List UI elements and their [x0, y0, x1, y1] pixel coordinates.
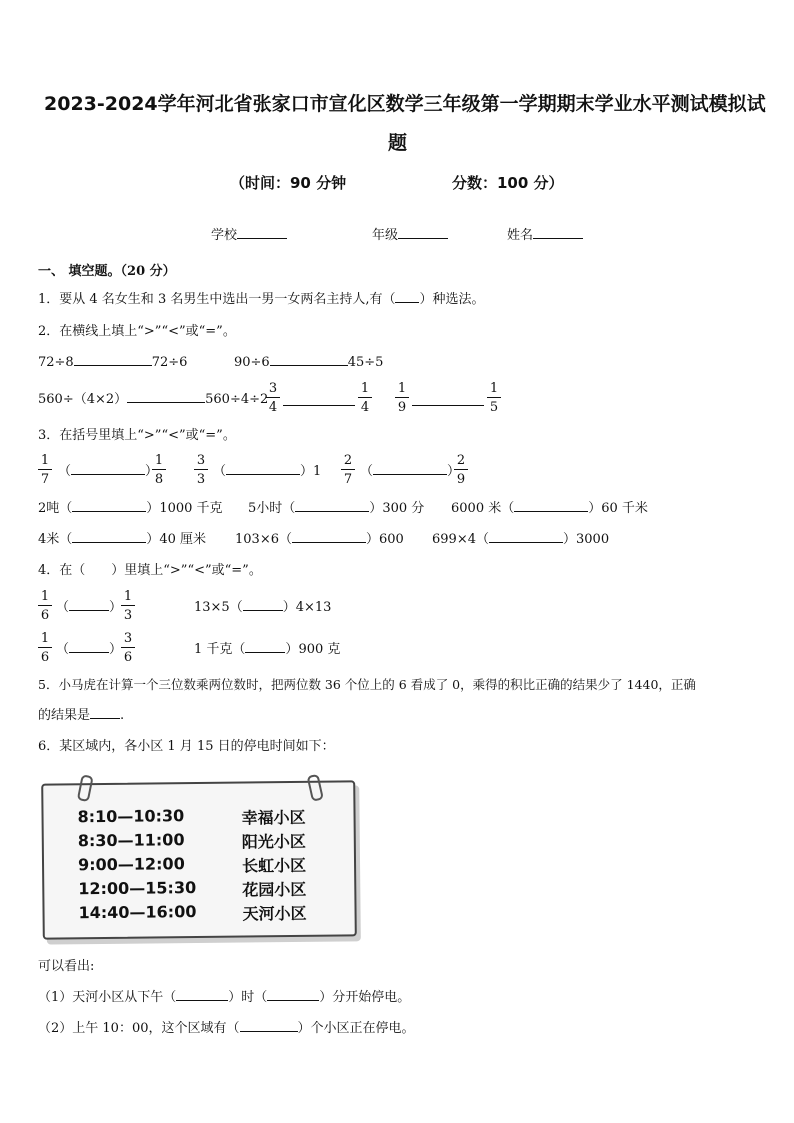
exam-score: 分数：100 分）	[452, 174, 564, 192]
fraction: $\frac{2}{7}$	[341, 453, 355, 487]
fraction: $\frac{2}{9}$	[454, 453, 468, 487]
q4-paren-blank[interactable]: （ ）	[56, 642, 123, 657]
q3-row2: 5小时（ ）300 分	[248, 501, 425, 516]
q2-expr: 90÷6	[234, 355, 270, 370]
q1-text: 1．要从 4 名女生和 3 名男生中选出一男一女两名主持人,有（	[38, 292, 396, 307]
page-title: 2023-2024学年河北省张家口市宣化区数学三年级第一学期期末学业水平测试模拟试	[44, 93, 766, 115]
question-5-cont: 的结果是 .	[38, 708, 125, 723]
fraction: $\frac{3}{4}$	[266, 381, 280, 415]
schedule-area: 幸福小区	[241, 807, 306, 828]
q3-blank[interactable]	[489, 530, 563, 543]
q6-note: 可以看出:	[38, 959, 95, 974]
grade-blank[interactable]	[398, 226, 448, 239]
question-2-stem: 2．在横线上填上“>”“<”或“=”。	[38, 324, 236, 339]
name-field	[507, 224, 583, 243]
school-field	[211, 224, 287, 243]
outage-notice-board	[41, 780, 357, 939]
q6-sub-1: （1）天河小区从下午（ ）时（ ）分开始停电。	[38, 990, 411, 1005]
schedule-area: 长虹小区	[241, 855, 307, 876]
question-4-stem: 4．在（ ）里填上“>”“<”或“=”。	[38, 563, 262, 578]
q2-expr: 72÷6	[151, 355, 188, 370]
q3-blank[interactable]	[72, 530, 146, 543]
fraction: $\frac{1}{7}$	[38, 453, 52, 487]
school-label: 学校	[211, 228, 238, 243]
question-3-stem: 3．在括号里填上“>”“<”或“=”。	[38, 428, 236, 443]
q2-row2-left	[38, 390, 268, 409]
q6-blank[interactable]	[176, 988, 228, 1001]
q3-row2: 2吨（ ）1000 千克	[38, 501, 223, 516]
page-title-continued: 题	[388, 132, 408, 154]
q3-row2: 6000 米（ ）60 千米	[451, 501, 648, 516]
q3-paren-blank[interactable]: （ ）	[360, 464, 461, 479]
schedule-area: 阳光小区	[241, 831, 306, 852]
q2-expr: 560÷4÷2	[205, 392, 269, 407]
q6-blank[interactable]	[240, 1019, 298, 1032]
exam-time: （时间：90 分钟	[230, 174, 347, 192]
q2-expr: 560÷（4×2）	[38, 392, 128, 407]
paperclip-icon	[77, 774, 94, 802]
q3-blank[interactable]	[72, 499, 146, 512]
q4-blank[interactable]	[245, 640, 285, 653]
q2-row1-right	[234, 353, 383, 372]
q3-blank[interactable]	[295, 499, 369, 512]
fraction: $\frac{3}{6}$	[121, 631, 135, 665]
q2-blank[interactable]	[127, 390, 205, 403]
question-1	[38, 290, 485, 309]
school-blank[interactable]	[237, 226, 287, 239]
q5-blank[interactable]	[90, 706, 120, 719]
schedule-area: 花园小区	[242, 879, 307, 900]
q2-blank[interactable]	[283, 405, 355, 406]
schedule-time: 14:40—16:00	[78, 902, 197, 923]
question-5: 5．小马虎在计算一个三位数乘两位数时，把两位数 36 个位上的 6 看成了 0，乘得的积比正确的结果少了 1440，正确	[38, 677, 696, 692]
grade-field	[372, 224, 448, 243]
fraction: $\frac{1}{5}$	[487, 381, 501, 415]
q3-blank[interactable]	[514, 499, 588, 512]
section-heading: 一、 填空题。（20 分）	[38, 264, 176, 279]
fraction: $\frac{1}{9}$	[395, 381, 409, 415]
schedule-time: 8:30—11:00	[77, 830, 185, 851]
q1-blank[interactable]	[395, 290, 419, 303]
fraction: $\frac{1}{6}$	[38, 589, 52, 623]
fraction: $\frac{1}{6}$	[38, 631, 52, 665]
grade-label: 年级	[372, 228, 399, 243]
q6-sub-2: （2）上午 10：00，这个区域有（ ）个小区正在停电。	[38, 1021, 415, 1036]
schedule-time: 8:10—10:30	[77, 806, 185, 827]
q4-paren-blank[interactable]: （ ）	[56, 600, 123, 615]
q3-paren-blank[interactable]: （ ）1	[213, 464, 322, 479]
q3-blank[interactable]	[292, 530, 366, 543]
paperclip-icon	[307, 774, 324, 802]
q2-blank[interactable]	[412, 405, 484, 406]
q2-blank[interactable]	[270, 353, 348, 366]
schedule-time: 9:00—12:00	[77, 854, 185, 875]
name-blank[interactable]	[533, 226, 583, 239]
q3-row3: 103×6（ ）600	[235, 532, 404, 547]
q4-row2b: 1 千克（ ）900 克	[194, 642, 341, 657]
q1-text-end: ）种选法。	[419, 292, 485, 307]
schedule-area: 天河小区	[242, 903, 307, 924]
q4-row1b: 13×5（ ）4×13	[194, 600, 332, 615]
q2-blank[interactable]	[74, 353, 152, 366]
q3-row3: 699×4（ ）3000	[432, 532, 610, 547]
fraction: $\frac{3}{3}$	[194, 453, 208, 487]
q3-row3: 4米（ ）40 厘米	[38, 532, 206, 547]
question-6-stem: 6．某区域内，各小区 1 月 15 日的停电时间如下：	[38, 739, 335, 754]
name-label: 姓名	[507, 228, 534, 243]
schedule-time: 12:00—15:30	[78, 878, 197, 899]
q2-expr: 72÷8	[38, 355, 74, 370]
q3-paren-blank[interactable]: （ ）	[58, 464, 159, 479]
q6-blank[interactable]	[267, 988, 319, 1001]
fraction: $\frac{1}{4}$	[358, 381, 372, 415]
q3-value: 1	[313, 464, 322, 479]
fraction: $\frac{1}{3}$	[121, 589, 135, 623]
q4-blank[interactable]	[243, 598, 283, 611]
fraction: $\frac{1}{8}$	[152, 453, 166, 487]
q2-row1-left	[38, 353, 187, 372]
q2-expr: 45÷5	[347, 355, 384, 370]
